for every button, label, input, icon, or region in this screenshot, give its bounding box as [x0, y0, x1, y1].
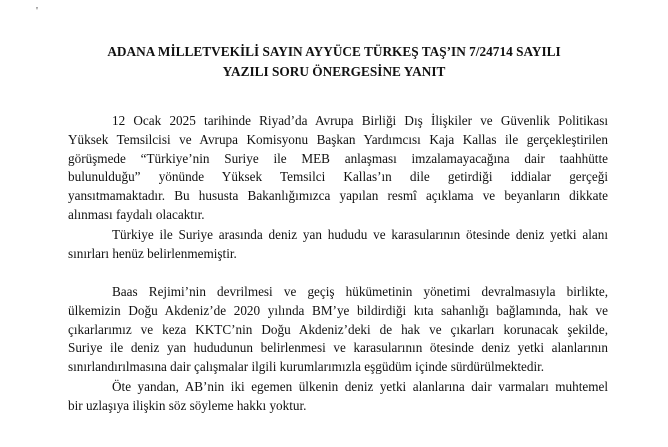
paragraph-line: Baas Rejimi’nin devrilmesi ve geçiş hükümetinin yönetimi devralmasıyla birlikte,	[112, 284, 608, 299]
document-title	[50, 42, 618, 81]
paragraph-2	[68, 226, 608, 264]
paragraph-line: bulunulduğu” yönünde Yüksek Temsilci Kallas’ın dile getirdiği iddialar gerçeği	[68, 169, 608, 185]
paragraph-line: Suriye ile deniz yan hududunun belirlenmesi ve karasularının ötesinde deniz yetki alanlarının	[68, 340, 608, 356]
paragraph-line: görüşmede “Türkiye’nin Suriye ile MEB anlaşması imzalamayacağına dair taahhütte	[68, 150, 608, 166]
paragraph-line: çıkarlarımız ve keza KKTC’nin Doğu Akdeniz’deki de hak ve çıkarları korunacak şekilde,	[68, 321, 608, 337]
paragraph-3	[68, 283, 608, 377]
title-line-1: ADANA MİLLETVEKİLİ SAYIN AYYÜCE TÜRKEŞ TAŞ’IN 7/24714 SAYILI	[107, 44, 561, 59]
paragraph-line: ülkemizin Doğu Akdeniz’de 2020 yılında BM’ye bildirdiği kıta sahanlığı bağlamında, hak ve	[68, 302, 608, 318]
paragraph-line: yansıtmamaktadır. Bu hususta Bakanlığımızca yapılan resmî açıklama ve beyanların dikkate	[68, 188, 608, 204]
paragraph-line: Öte yandan, AB’nin iki egemen ülkenin deniz yetki alanlarına dair varmaları muhtemel	[112, 379, 608, 394]
paragraph-1	[68, 112, 608, 225]
header-mark: '	[36, 5, 38, 17]
paragraph-line: alınması faydalı olacaktır.	[68, 206, 205, 222]
title-line-2: YAZILI SORU ÖNERGESİNE YANIT	[222, 63, 446, 79]
paragraph-line: sınırlandırılmasına dair çalışmalar ilgili kurumlarımızla eşgüdüm içinde sürdürülmektedir.	[68, 359, 545, 375]
paragraph-line: Türkiye ile Suriye arasında deniz yan hududu ve karasularının ötesinde deniz yetki alanı	[112, 227, 608, 242]
paragraph-4	[68, 378, 608, 416]
paragraph-line: sınırları henüz belirlenmemiştir.	[68, 245, 237, 261]
paragraph-line: bir uzlaşıya ilişkin söz söyleme hakkı yoktur.	[68, 397, 307, 413]
paragraph-line: Yüksek Temsilcisi ve Avrupa Komisyonu Başkan Yardımcısı Kaja Kallas ile gerçekleştirilen	[68, 131, 608, 147]
paragraph-line: 12 Ocak 2025 tarihinde Riyad’da Avrupa Birliği Dış İlişkiler ve Güvenlik Politikası	[112, 113, 608, 128]
